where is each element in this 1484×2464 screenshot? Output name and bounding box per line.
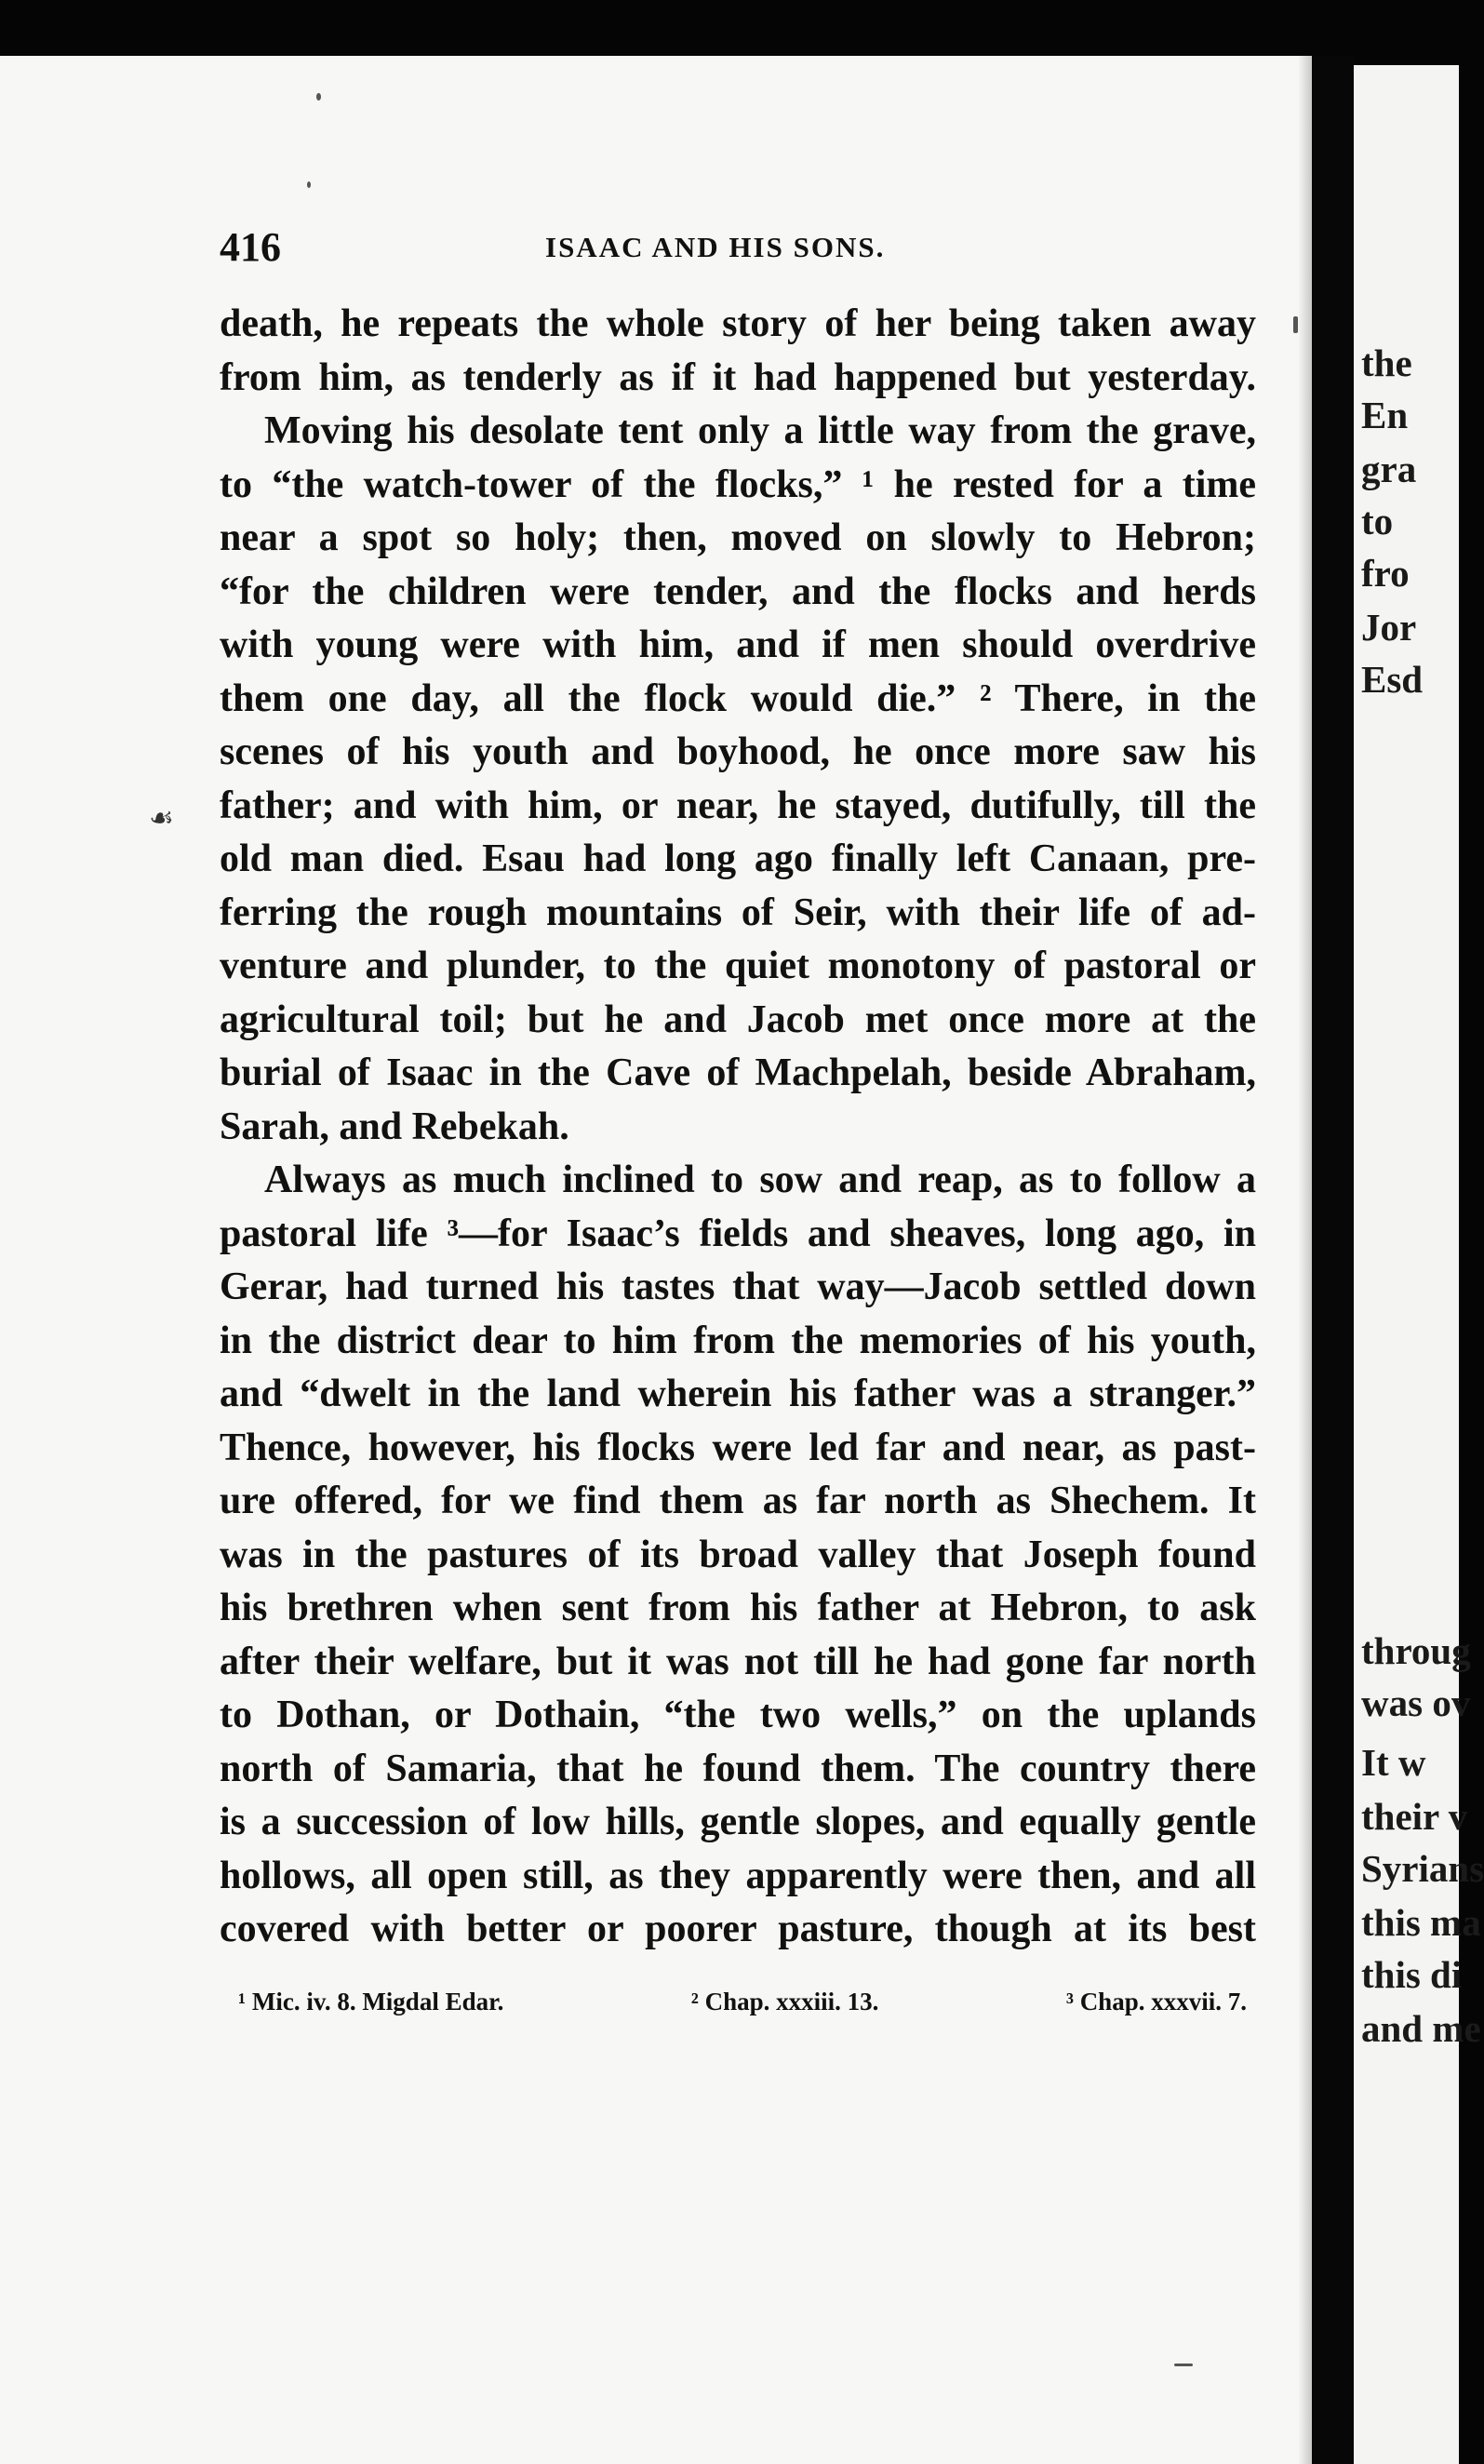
- text-line: and “dwelt in the land wherein his father was a stranger.”: [220, 1373, 1256, 1415]
- text-line: was in the pastures of its broad valley that Joseph found: [220, 1533, 1256, 1576]
- book-gutter: [1312, 56, 1354, 2464]
- text-line: to “the watch-tower of the flocks,” ¹ he rested for a time: [220, 462, 1256, 506]
- text-line: Always as much inclined to sow and reap, as to follow a: [264, 1158, 1256, 1201]
- margin-pointer-mark: ☙: [149, 803, 174, 834]
- text-line: ferring the rough mountains of Seir, with their life of ad-: [220, 891, 1256, 934]
- text-line: after their welfare, but it was not till he had gone far north: [220, 1640, 1256, 1683]
- text-line: old man died. Esau had long ago finally left Canaan, pre-: [220, 837, 1256, 880]
- page-header: [220, 223, 1256, 279]
- paper-speck: [316, 93, 321, 100]
- text-line: ure offered, for we find them as far north as Shechem. It: [220, 1480, 1256, 1522]
- text-line: pastoral life ³—for Isaac’s fields and sheaves, long ago, in: [220, 1212, 1256, 1255]
- page-number: 416: [220, 224, 281, 270]
- text-line: agricultural toil; but he and Jacob met once more at the: [220, 998, 1256, 1041]
- running-title: ISAAC AND HIS SONS.: [545, 231, 886, 263]
- paper-speck: [307, 181, 311, 188]
- right-page-fragment: En: [1361, 394, 1409, 436]
- text-line: is a succession of low hills, gentle slopes, and equally gentle: [220, 1801, 1256, 1843]
- body-text: [220, 298, 1256, 1957]
- text-line: Thence, however, his flocks were led far and near, as past-: [220, 1426, 1256, 1469]
- text-line: scenes of his youth and boyhood, he once more saw his: [220, 730, 1256, 773]
- book-page-right-partial: [1354, 65, 1484, 2464]
- right-page-fragment: was ov: [1361, 1681, 1471, 1724]
- text-line: father; and with him, or near, he stayed, dutifully, till the: [220, 783, 1256, 827]
- footnotes: [220, 1988, 1256, 2016]
- right-page-fragment: and me: [1361, 2007, 1481, 2050]
- paper-speck: [1174, 2364, 1193, 2366]
- text-line: burial of Isaac in the Cave of Machpelah, beside Abraham,: [220, 1051, 1256, 1094]
- paper-speck: [1293, 316, 1298, 333]
- right-page-fragment: the: [1361, 341, 1412, 384]
- right-page-fragment: this di: [1361, 1953, 1463, 1996]
- text-line: Moving his desolate tent only a little way from the grave,: [264, 409, 1256, 452]
- text-line: north of Samaria, that he found them. The country there: [220, 1747, 1256, 1790]
- text-line: to Dothan, or Dothain, “the two wells,” on the uplands: [220, 1694, 1256, 1736]
- text-line: near a spot so holy; then, moved on slowly to Hebron;: [220, 516, 1256, 559]
- text-line: hollows, all open still, as they apparently were then, and all: [220, 1854, 1256, 1897]
- right-page-fragment: their v: [1361, 1795, 1468, 1838]
- text-line: covered with better or poorer pasture, though at its best: [220, 1908, 1256, 1950]
- text-line: Gerar, had turned his tastes that way—Jacob settled down: [220, 1265, 1256, 1308]
- right-page-fragment: It w: [1361, 1741, 1426, 1784]
- footnote: ¹ Mic. iv. 8. Migdal Edar.: [238, 1988, 504, 2015]
- text-line: them one day, all the flock would die.” ² There, in the: [220, 676, 1256, 720]
- right-page-fragment: Esd: [1361, 658, 1424, 701]
- text-line: from him, as tenderly as if it had happened but yesterday.: [220, 355, 1256, 399]
- right-page-fragment: fro: [1361, 552, 1410, 595]
- text-line: death, he repeats the whole story of her being taken away: [220, 302, 1256, 345]
- right-page-fragment: this ma: [1361, 1901, 1481, 1944]
- text-line: “for the children were tender, and the flocks and herds: [220, 569, 1256, 613]
- footnote: ² Chap. xxxiii. 13.: [690, 1988, 879, 2015]
- right-page-fragment: throug: [1361, 1629, 1471, 1672]
- text-line: venture and plunder, to the quiet monotony of pastoral or: [220, 944, 1256, 987]
- right-page-fragment: Jor: [1361, 606, 1417, 649]
- text-line: with young were with him, and if men should overdrive: [220, 623, 1256, 666]
- footnote: ³ Chap. xxxvii. 7.: [1065, 1988, 1247, 2015]
- right-page-fragment: gra: [1361, 448, 1417, 490]
- right-page-fragment: Syrians: [1361, 1847, 1484, 1890]
- right-page-fragment: to: [1361, 500, 1394, 542]
- text-line: Sarah, and Rebekah.: [220, 1105, 569, 1148]
- text-line: in the district dear to him from the memories of his youth,: [220, 1319, 1256, 1362]
- text-line: his brethren when sent from his father at Hebron, to ask: [220, 1587, 1256, 1629]
